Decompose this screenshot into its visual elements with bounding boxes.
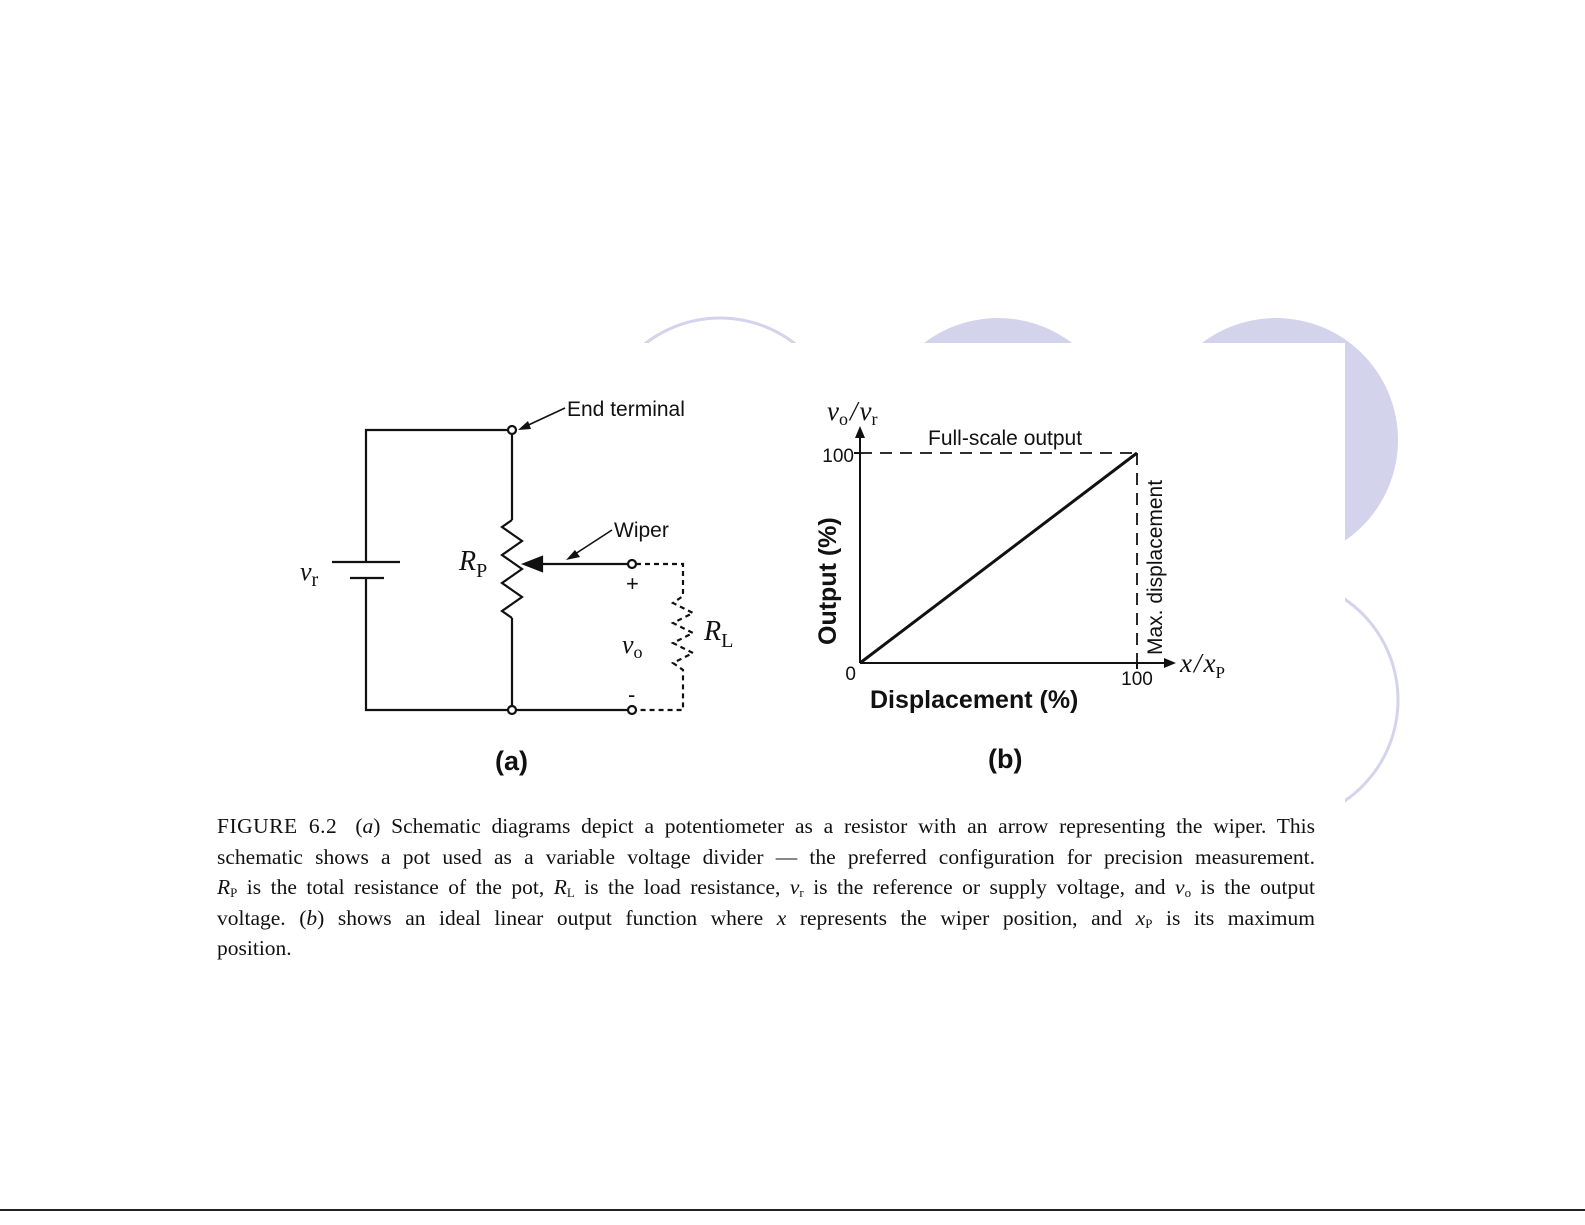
caption-line-1: FIGURE 6.2 (a) Schematic diagrams depict a potentiometer as a resistor with an arrow representing the wiper. This <box>217 814 1315 838</box>
minus-sign: - <box>628 682 636 707</box>
y-axis-title: Output (%) <box>814 517 842 645</box>
vo-symbol: vo <box>622 630 643 662</box>
end-terminal-node <box>508 426 516 434</box>
figure-caption <box>217 811 1315 964</box>
full-scale-label: Full-scale output <box>928 427 1083 450</box>
wiper-label: Wiper <box>614 519 669 542</box>
bottom-rule <box>0 1209 1585 1211</box>
panel-b-tag: (b) <box>988 744 1023 774</box>
caption-line-5: position. <box>217 936 292 961</box>
vr-symbol: vr <box>300 557 319 591</box>
wiper-pointer <box>572 530 612 556</box>
panel-a-tag: (a) <box>495 746 528 776</box>
bottom-node <box>508 706 516 714</box>
plot-area <box>854 426 1176 669</box>
x-ratio-label: x/xP <box>1180 648 1225 682</box>
supply-wire-top <box>366 430 512 562</box>
plus-sign: + <box>626 571 639 596</box>
y-tick-100: 100 <box>822 446 854 467</box>
pot-resistor-zigzag <box>502 520 522 618</box>
rl-symbol: RL <box>704 616 734 652</box>
end-terminal-pointer-head <box>518 421 531 430</box>
panel-a-schematic <box>332 408 693 714</box>
caption-line-4: voltage. (b) shows an ideal linear output function where x represents the wiper position, and $x_P$ is its maximum <box>217 905 1315 931</box>
wiper-arrowhead <box>524 557 542 571</box>
rp-symbol: RP <box>459 546 488 582</box>
output-terminal-plus <box>628 560 636 568</box>
caption-line-2: schematic shows a pot used as a variable voltage divider — the preferred configuration for precision measurement. <box>217 844 1315 869</box>
x-tick-100: 100 <box>1121 669 1153 690</box>
origin-tick: 0 <box>845 664 856 685</box>
caption-line-3: $R_P$ is the total resistance of the pot, $R_L$ is the load resistance, $v_r$ is the reference or supply voltage, and $v_o$ is the output <box>217 875 1315 901</box>
x-axis-arrowhead <box>1164 658 1176 668</box>
panel-b-chart <box>814 396 1225 774</box>
output-terminal-minus <box>628 706 636 714</box>
x-axis-title: Displacement (%) <box>870 686 1079 714</box>
y-axis-arrowhead <box>855 426 865 438</box>
y-ratio-label: vo/vr <box>827 396 878 429</box>
supply-wire-bottom <box>366 578 512 710</box>
figure-number: FIGURE 6.2 <box>217 814 338 838</box>
end-terminal-label: End terminal <box>567 398 685 421</box>
load-resistor-dashed <box>636 564 693 710</box>
series-line-1 <box>860 453 1137 663</box>
max-displacement-label: Max. displacement <box>1144 479 1167 655</box>
